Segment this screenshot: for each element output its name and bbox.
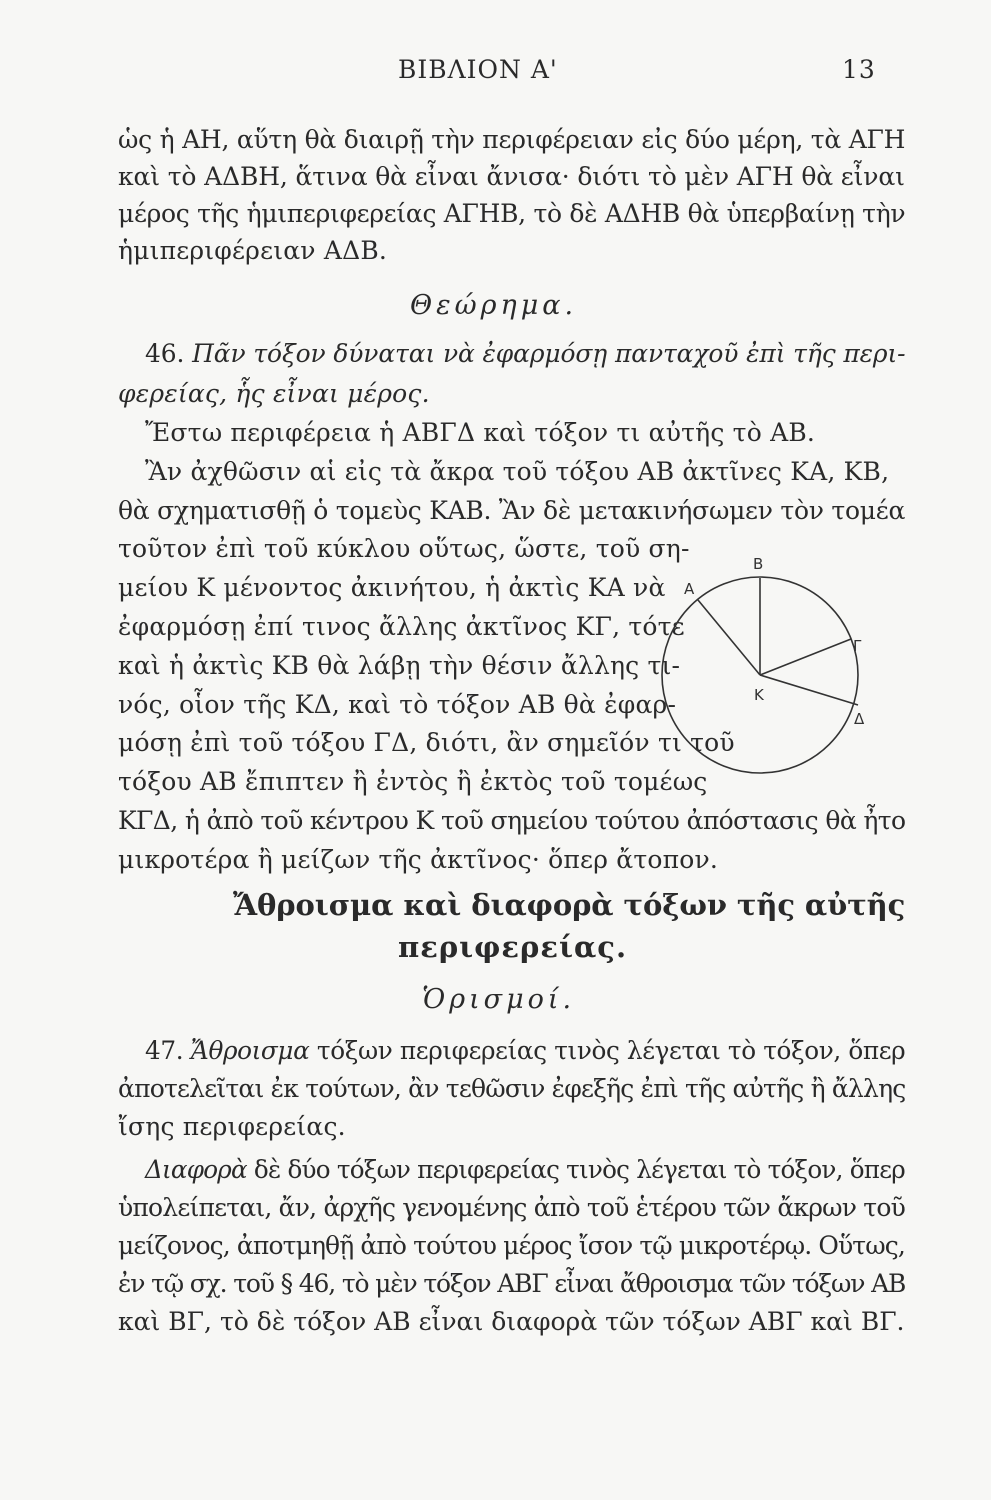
paragraph-number: 46. xyxy=(145,339,185,368)
text-line: θὰ σχηματισθῇ ὁ τομεὺς ΚΑΒ. Ἂν δὲ μετακινήσωμεν τὸν τομέα xyxy=(118,496,906,525)
radius-KA xyxy=(698,600,760,675)
text-line: μείζονος, ἀποτμηθῇ ἀπὸ τούτου μέρος ἴσον τῷ μικροτέρῳ. Οὕτως, xyxy=(118,1231,905,1260)
text-line: καὶ ΒΓ, τὸ δὲ τόξον ΑΒ εἶναι διαφορὰ τῶν τόξων ΑΒΓ καὶ ΒΓ. xyxy=(118,1307,905,1336)
text-line: τόξου ΑΒ ἔπιπτεν ἢ ἐντὸς ἢ ἐκτὸς τοῦ τομέως xyxy=(118,767,708,796)
label-B: B xyxy=(753,555,764,573)
text-fragment: δὲ δύο τόξων περιφερείας τινὸς λέγεται τὸ τόξον, ὅπερ xyxy=(253,1155,905,1184)
text-line: μέρος τῆς ἡμιπεριφερείας ΑΓΗΒ, τὸ δὲ ΑΔΗΒ θὰ ὑπερβαίνῃ τὴν xyxy=(118,199,906,228)
text-line: ὡς ἡ ΑΗ, αὕτη θὰ διαιρῇ τὴν περιφέρειαν εἰς δύο μέρη, τὰ ΑΓΗ xyxy=(118,125,906,154)
definition-line xyxy=(145,1034,905,1068)
text-line: νός, οἷον τῆς ΚΔ, καὶ τὸ τόξον ΑΒ θὰ ἐφαρ- xyxy=(118,690,677,719)
text-line: τοῦτον ἐπὶ τοῦ κύκλου οὕτως, ὥστε, τοῦ ση- xyxy=(118,534,690,563)
theorem-statement: Πᾶν τόξον δύναται νὰ ἐφαρμόσῃ πανταχοῦ ἐπὶ τῆς περι- xyxy=(192,339,906,368)
text-fragment: τόξων περιφερείας τινὸς λέγεται τὸ τόξον, ὅπερ xyxy=(316,1036,906,1065)
page-number: 13 xyxy=(842,55,876,84)
label-A: A xyxy=(684,580,695,598)
text-line: Ἔστω περιφέρεια ἡ ΑΒΓΔ καὶ τόξον τι αὐτῆς τὸ ΑΒ. xyxy=(145,418,816,447)
section-title: Ἄθροισμα καὶ διαφορὰ τόξων τῆς αὐτῆς xyxy=(233,888,906,922)
text-line: μόσῃ ἐπὶ τοῦ τόξου ΓΔ, διότι, ἂν σημεῖόν τι τοῦ xyxy=(118,728,735,757)
text-line: ἐν τῷ σχ. τοῦ § 46, τὸ μὲν τόξον ΑΒΓ εἶναι ἄθροισμα τῶν τόξων ΑΒ xyxy=(118,1269,906,1298)
running-header: ΒΙΒΛΙΟΝ Α' xyxy=(398,55,558,84)
theorem-heading: Θεώρημα. xyxy=(410,290,578,321)
section-title: περιφερείας. xyxy=(398,930,628,964)
text-line: ἀποτελεῖται ἐκ τούτων, ἂν τεθῶσιν ἐφεξῆς ἐπὶ τῆς αὐτῆς ἢ ἄλλης xyxy=(118,1074,906,1103)
label-K: K xyxy=(754,686,764,704)
label-D: Δ xyxy=(854,710,865,728)
radius-KD xyxy=(760,675,858,705)
text-line: ἡμιπεριφέρειαν ΑΔΒ. xyxy=(118,236,388,265)
term-difference: Διαφορὰ xyxy=(145,1155,247,1184)
term-sum: Ἄθροισμα xyxy=(190,1036,310,1065)
text-line: καὶ ἡ ἀκτὶς ΚΒ θὰ λάβῃ τὴν θέσιν ἄλλης τι- xyxy=(118,651,681,680)
text-line: ἐφαρμόσῃ ἐπί τινος ἄλλης ἀκτῖνος ΚΓ, τότε xyxy=(118,612,685,641)
theorem-statement-line xyxy=(145,337,905,371)
text-line: μικροτέρα ἢ μείζων τῆς ἀκτῖνος· ὅπερ ἄτοπον. xyxy=(118,845,719,874)
text-line: καὶ τὸ ΑΔΒΗ, ἅτινα θὰ εἶναι ἄνισα· διότι τὸ μὲν ΑΓΗ θὰ εἶναι xyxy=(118,162,905,191)
text-line: μείου Κ μένοντος ἀκινήτου, ἡ ἀκτὶς ΚΑ νὰ xyxy=(118,573,666,602)
circle-sector-figure xyxy=(675,555,880,805)
text-line: Ἂν ἀχθῶσιν αἱ εἰς τὰ ἄκρα τοῦ τόξου ΑΒ ἀκτῖνες ΚΑ, ΚΒ, xyxy=(145,457,890,486)
paragraph-number: 47. xyxy=(145,1036,184,1065)
text-line: ΚΓΔ, ἡ ἀπὸ τοῦ κέντρου Κ τοῦ σημείου τούτου ἀπόστασις θὰ ἦτο xyxy=(118,806,906,835)
definition-line xyxy=(145,1153,905,1187)
definitions-heading: Ὁρισμοί. xyxy=(422,984,576,1015)
text-line: ὑπολείπεται, ἄν, ἀρχῆς γενομένης ἀπὸ τοῦ ἑτέρου τῶν ἄκρων τοῦ xyxy=(118,1193,905,1222)
theorem-statement: φερείας, ἧς εἶναι μέρος. xyxy=(118,379,430,408)
label-G: Γ xyxy=(853,637,862,655)
radius-KG xyxy=(760,639,851,675)
text-line: ἴσης περιφερείας. xyxy=(118,1112,346,1141)
